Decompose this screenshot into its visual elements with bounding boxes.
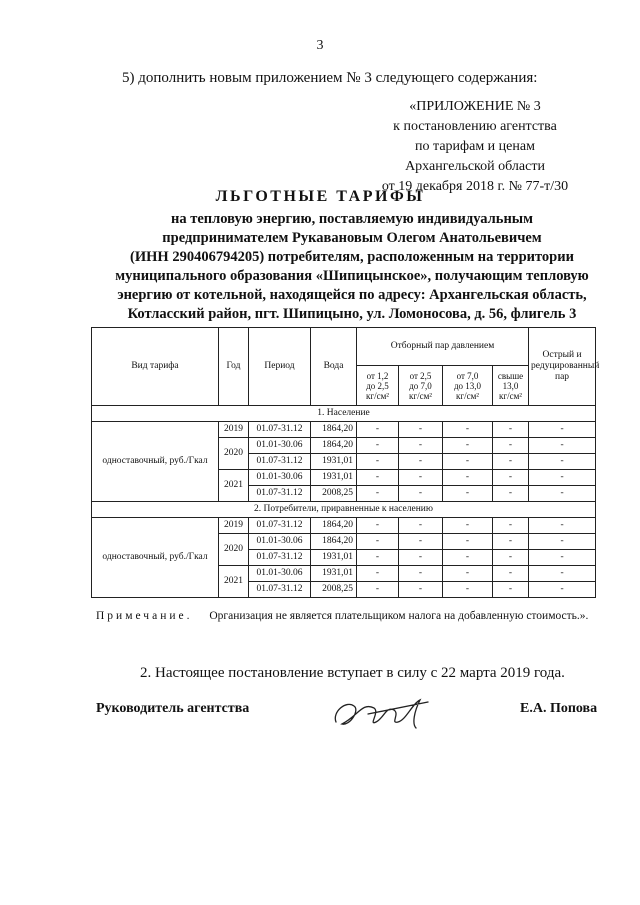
header-steam-group: Отборный пар давлением [357,328,529,366]
value-cell: - [493,582,529,598]
value-cell: - [529,550,596,566]
value-cell: - [357,486,399,502]
subtitle-line: муниципального образования «Шипицынское», получающим тепловую [115,268,589,284]
value-cell: - [529,422,596,438]
value-cell: - [399,454,443,470]
value-cell: - [529,534,596,550]
tariff-type-cell: одноставочный, руб./Гкал [92,518,219,598]
annex-line: к постановлению агентства [393,119,557,134]
header-year: Год [219,328,249,406]
period-cell: 01.01-30.06 [249,470,311,486]
value-cell: - [443,454,493,470]
annex-line: «ПРИЛОЖЕНИЕ № 3 [409,99,541,114]
annex-line: по тарифам и ценам [415,139,535,154]
section-row [92,406,596,422]
value-cell: - [493,534,529,550]
table-row [92,422,596,438]
value-cell: - [493,438,529,454]
value-cell: - [493,566,529,582]
value-cell: - [493,454,529,470]
header-sharp-steam: Острый и редуцированный пар [529,328,596,406]
value-cell: - [399,486,443,502]
year-cell: 2021 [219,566,249,598]
tariff-table [91,327,600,598]
value-cell: - [443,582,493,598]
signatory-name: Е.А. Попова [520,701,598,716]
value-cell: - [529,454,596,470]
effective-date-text: 2. Настоящее постановление вступает в силу с 22 марта 2019 года. [140,665,565,681]
period-cell: 01.07-31.12 [249,454,311,470]
water-cell: 1931,01 [311,454,357,470]
page-number: 3 [316,38,324,53]
water-cell: 2008,25 [311,486,357,502]
water-cell: 1931,01 [311,550,357,566]
water-cell: 1864,20 [311,518,357,534]
water-cell: 1864,20 [311,534,357,550]
value-cell: - [357,438,399,454]
value-cell: - [493,470,529,486]
value-cell: - [399,534,443,550]
header-steam-col: свыше 13,0 кг/см² [493,366,529,406]
note [96,610,588,622]
period-cell: 01.07-31.12 [249,518,311,534]
subtitle-line: предпринимателем Рукавановым Олегом Анатольевичем [162,230,542,246]
subtitle-line: (ИНН 290406794205) потребителям, расположенным на территории [130,249,574,265]
value-cell: - [529,438,596,454]
signature-image [328,692,438,734]
value-cell: - [529,582,596,598]
value-cell: - [443,518,493,534]
signatory-title: Руководитель агентства [96,701,250,716]
note-label: Примечание. [96,610,193,622]
value-cell: - [357,470,399,486]
subtitle-line: на тепловую энергию, поставляемую индивидуальным [170,211,534,227]
value-cell: - [399,438,443,454]
value-cell: - [493,422,529,438]
annex-line: от 19 декабря 2018 г. № 77-т/30 [381,179,569,194]
value-cell: - [357,534,399,550]
header-water: Вода [311,328,357,406]
value-cell: - [529,566,596,582]
period-cell: 01.01-30.06 [249,438,311,454]
value-cell: - [443,550,493,566]
annex-line: Архангельской области [405,159,545,174]
value-cell: - [399,566,443,582]
value-cell: - [399,550,443,566]
value-cell: - [529,486,596,502]
note-text: Организация не является плательщиком налога на добавленную стоимость.». [209,610,589,622]
water-cell: 1931,01 [311,566,357,582]
header-tariff-type: Вид тарифа [92,328,219,406]
subtitle-line: Котласский район, пгт. Шипицыно, ул. Ломоносова, д. 56, флигель 3 [127,306,577,322]
value-cell: - [399,518,443,534]
section-row [92,502,596,518]
intro-text: 5) дополнить новым приложением № 3 следующего содержания: [122,70,538,86]
tariff-type-cell: одноставочный, руб./Гкал [92,422,219,502]
value-cell: - [529,518,596,534]
section-title: 2. Потребители, приравненные к населению [92,502,596,518]
value-cell: - [357,566,399,582]
water-cell: 2008,25 [311,582,357,598]
value-cell: - [529,470,596,486]
section-title: 1. Население [92,406,596,422]
subtitle-line: энергию от котельной, находящейся по адресу: Архангельская область, [117,287,587,303]
value-cell: - [399,422,443,438]
period-cell: 01.07-31.12 [249,550,311,566]
year-cell: 2019 [219,518,249,534]
header-steam-col: от 7,0 до 13,0 кг/см² [443,366,493,406]
header-period: Период [249,328,311,406]
annex-block [355,97,595,197]
period-cell: 01.07-31.12 [249,422,311,438]
value-cell: - [357,518,399,534]
period-cell: 01.01-30.06 [249,534,311,550]
document-subtitle [110,210,594,324]
period-cell: 01.07-31.12 [249,582,311,598]
year-cell: 2020 [219,534,249,566]
water-cell: 1931,01 [311,470,357,486]
header-steam-col: от 2,5 до 7,0 кг/см² [399,366,443,406]
value-cell: - [443,534,493,550]
year-cell: 2019 [219,422,249,438]
value-cell: - [443,566,493,582]
value-cell: - [493,550,529,566]
table-row [92,518,596,534]
value-cell: - [443,486,493,502]
value-cell: - [493,518,529,534]
header-steam-col: от 1,2 до 2,5 кг/см² [357,366,399,406]
value-cell: - [443,438,493,454]
header-row [92,328,596,366]
value-cell: - [493,486,529,502]
value-cell: - [357,454,399,470]
year-cell: 2020 [219,438,249,470]
water-cell: 1864,20 [311,438,357,454]
water-cell: 1864,20 [311,422,357,438]
value-cell: - [399,582,443,598]
period-cell: 01.01-30.06 [249,566,311,582]
value-cell: - [443,422,493,438]
document-title: ЛЬГОТНЫЕ ТАРИФЫ [215,188,425,205]
value-cell: - [357,422,399,438]
value-cell: - [357,550,399,566]
year-cell: 2021 [219,470,249,502]
value-cell: - [399,470,443,486]
period-cell: 01.07-31.12 [249,486,311,502]
value-cell: - [443,470,493,486]
value-cell: - [357,582,399,598]
